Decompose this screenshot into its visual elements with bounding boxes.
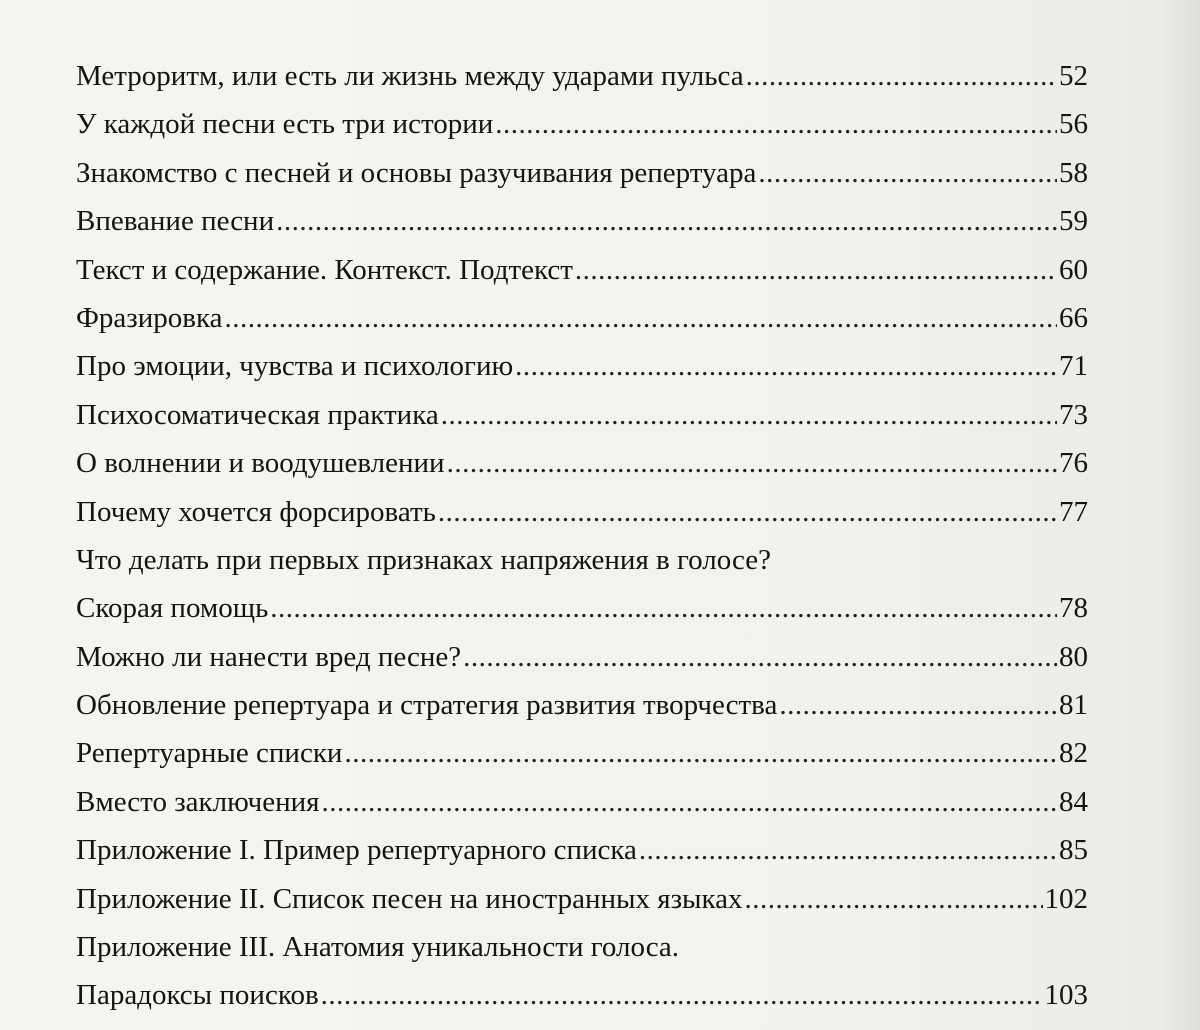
toc-entry	[76, 149, 1088, 197]
dot-leader	[276, 197, 1057, 245]
dot-leader	[270, 584, 1057, 632]
toc-entry-page: 66	[1059, 301, 1088, 334]
toc-entry-title: Репертуарные списки	[76, 737, 343, 770]
toc-entry	[76, 826, 1088, 874]
toc-entry	[76, 197, 1088, 245]
toc-entry-title: Знакомство с песней и основы разучивания репертуара	[76, 156, 757, 189]
page-shadow	[1160, 0, 1200, 1030]
toc-entry-page: 58	[1059, 156, 1088, 189]
dot-leader	[321, 778, 1057, 826]
dot-leader	[441, 391, 1057, 439]
dot-leader	[463, 633, 1057, 681]
toc-entry	[76, 778, 1088, 826]
toc-entry	[76, 52, 1088, 100]
toc-entry-title: Вместо заключения	[76, 785, 320, 818]
toc-entry-page: 52	[1059, 60, 1088, 92]
dot-leader	[515, 342, 1057, 390]
toc-entry	[76, 246, 1088, 294]
dot-leader	[575, 246, 1057, 294]
toc-entry-title: Фразировка	[76, 301, 223, 334]
toc-entry	[76, 439, 1088, 487]
toc-entry-page: 78	[1059, 592, 1088, 625]
dot-leader	[639, 826, 1057, 874]
toc-entry-title: Метроритм, или есть ли жизнь между ударами пульса	[76, 60, 744, 92]
toc-entry	[76, 342, 1088, 390]
toc-entry-title: Впевание песни	[76, 205, 275, 238]
dot-leader	[447, 439, 1057, 487]
toc-entry-page: 81	[1059, 689, 1088, 722]
toc-entry-title: Скорая помощь	[76, 592, 269, 625]
toc-entry-title: Обновление репертуара и стратегия развития творчества	[76, 689, 778, 722]
toc-entry-page: 84	[1059, 785, 1088, 818]
toc-entry-page: 80	[1059, 640, 1088, 673]
toc-entry-page: 59	[1059, 205, 1088, 238]
toc-entry	[76, 391, 1088, 439]
toc-entry-page: 103	[1044, 979, 1088, 1012]
toc-entry	[76, 923, 1088, 971]
toc-entry	[76, 681, 1088, 729]
dot-leader	[344, 729, 1057, 777]
dot-leader	[758, 149, 1057, 197]
dot-leader	[438, 488, 1057, 536]
toc-entry	[76, 875, 1088, 923]
toc-entry-title: Парадоксы поисков	[76, 979, 319, 1012]
toc-entry-page: 85	[1059, 834, 1088, 867]
toc-entry-title: Почему хочется форсировать	[76, 495, 436, 528]
toc-entry-page: 71	[1059, 350, 1088, 383]
toc-entry	[76, 488, 1088, 536]
toc-entry-title: Что делать при первых признаках напряжения в голосе?	[76, 543, 771, 576]
toc-entry-title: Можно ли нанести вред песне?	[76, 640, 462, 673]
toc-entry-page: 60	[1059, 253, 1088, 286]
toc-entry-title: Психосоматическая практика	[76, 398, 439, 431]
toc-entry	[76, 100, 1088, 148]
toc-entry-page: 73	[1059, 398, 1088, 431]
dot-leader	[495, 100, 1057, 148]
toc-entry	[76, 584, 1088, 632]
dot-leader	[779, 681, 1057, 729]
toc-entry	[76, 536, 1088, 584]
toc-entry-page: 56	[1059, 108, 1088, 141]
toc-entry-title: У каждой песни есть три истории	[76, 108, 494, 141]
toc-entry-page: 82	[1059, 737, 1088, 770]
toc-entry-title: Приложение I. Пример репертуарного списка	[76, 834, 637, 867]
dot-leader	[745, 875, 1043, 923]
toc-entry-page: 77	[1059, 495, 1088, 528]
dot-leader	[746, 52, 1057, 100]
toc-entry-title: Текст и содержание. Контекст. Подтекст	[76, 253, 573, 286]
toc-entry-title: Приложение III. Анатомия уникальности голоса.	[76, 931, 680, 964]
table-of-contents	[76, 52, 1088, 1020]
toc-entry	[76, 294, 1088, 342]
toc-entry-page: 102	[1044, 882, 1088, 915]
toc-entry-title: Приложение II. Список песен на иностранных языках	[76, 882, 743, 915]
dot-leader	[321, 971, 1043, 1019]
dot-leader	[224, 294, 1057, 342]
toc-entry	[76, 729, 1088, 777]
toc-entry-page: 76	[1059, 447, 1088, 480]
toc-entry	[76, 633, 1088, 681]
toc-entry	[76, 971, 1088, 1019]
toc-entry-title: Про эмоции, чувства и психологию	[76, 350, 514, 383]
toc-entry-title: О волнении и воодушевлении	[76, 447, 445, 480]
